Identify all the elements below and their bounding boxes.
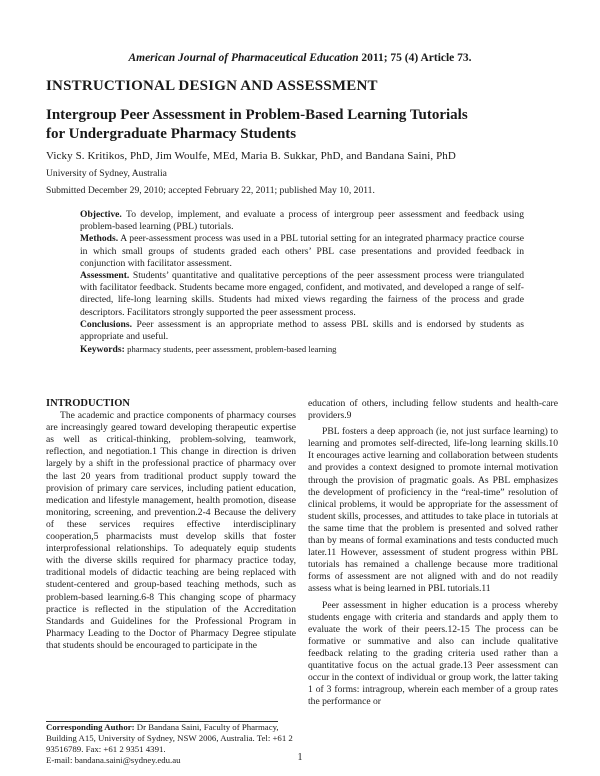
abstract-assessment-text: Students’ quantitative and qualitative perceptions of the peer assessment process were triangulated with facilitator feedback. Students became more engaged, confident, and motivated, and developed a range of self-directed, life-long learning skills. Students had mixed views regarding the fairness of the process and grade descriptors. Facilitators strongly supported the peer assessment process. xyxy=(80,270,524,318)
article-title xyxy=(46,106,566,144)
body-column-right xyxy=(308,398,558,708)
abstract xyxy=(80,209,524,356)
abstract-keywords xyxy=(80,343,524,356)
abstract-methods-text: A peer-assessment process was used in a PBL tutorial setting for an integrated pharmacy practice course in which small groups of students graded each others’ PBL case presentations and provided feedback in conjunction with facilitator assessment. xyxy=(80,233,525,269)
journal-name: American Journal of Pharmaceutical Education xyxy=(128,52,359,64)
abstract-objective-text: To develop, implement, and evaluate a process of intergroup peer assessment and feedback using problem-based learning (PBL) tutorials. xyxy=(80,209,524,233)
section-title: INSTRUCTIONAL DESIGN AND ASSESSMENT xyxy=(46,78,378,94)
corresponding-author-note xyxy=(46,722,296,766)
author-list: Vicky S. Kritikos, PhD, Jim Woulfe, MEd, Maria B. Sukkar, PhD, and Bandana Saini, PhD xyxy=(46,150,456,162)
article-title-line-1: Intergroup Peer Assessment in Problem-Based Learning Tutorials xyxy=(46,107,468,123)
corresponding-author-label: Corresponding Author: xyxy=(46,722,135,732)
publication-dates: Submitted December 29, 2010; accepted February 22, 2011; published May 10, 2011. xyxy=(46,185,375,196)
introduction-paragraph-1: The academic and practice components of pharmacy courses are increasingly geared toward developing therapeutic expertise as well as critical-thinking, problem-solving, teamwork, reflection, and negotiation.1 This change in direction is driven largely by a shift in the professional practice of pharmacy over the last 20 years from traditional product supply toward the provision of primary care services, including patient education, medication and lifestyle management, health promotion, disease monitoring, screening, and prevention.2-4 Because the delivery of these services requires effective interdisciplinary cooperation,5 pharmacists must develop skills that foster interprofessional relationships. To adequately equip students with the diverse skills required for pharmacy practice today, traditional models of didactic teaching are being replaced with student-centered and group-based teaching methods, such as problem-based learning.6-8 This changing scope of pharmacy practice is reflected in the stipulation of the Accreditation Standards and Guidelines for the Professional Program in Pharmacy Leading to the Doctor of Pharmacy Degree stipulate that students should be encouraged to participate in the xyxy=(46,410,296,651)
keywords-text: pharmacy students, peer assessment, problem-based learning xyxy=(127,344,337,355)
corresponding-author-email: E-mail: bandana.saini@sydney.edu.au xyxy=(46,755,181,765)
journal-header xyxy=(40,52,560,64)
introduction-paragraph-1-continued: education of others, including fellow students and health-care providers.9 xyxy=(308,398,558,422)
affiliation: University of Sydney, Australia xyxy=(46,168,167,179)
abstract-assessment-label: Assessment. xyxy=(80,270,130,282)
keywords-label: Keywords: xyxy=(80,344,125,356)
abstract-objective xyxy=(80,209,524,233)
journal-volume: 2011; 75 (4) Article 73. xyxy=(361,52,472,64)
abstract-methods xyxy=(80,233,524,270)
introduction-paragraph-2: PBL fosters a deep approach (ie, not just surface learning) to learning and promotes self-directed, life-long learning skills.10 It encourages active learning and collaboration between students and provides a context designed to promote internal motivation through the provision of pragmatic goals. As PBL emphasizes the development of proficiency in the “real-time” resolution of clinical problems, it would be appropriate for the assessment of student skills, processes, and attitudes to take place in tutorials at the same time that the problem is presented and solved rather than by means of formal examinations and tests conducted much later.11 However, assessment of student progress within PBL tutorials has remained a challenge because more traditional forms of assessment are not aligned with and do not readily assess what is being learned in PBL tutorials.11 xyxy=(308,426,558,595)
page-number: 1 xyxy=(297,752,303,763)
abstract-conclusions-text: Peer assessment is an appropriate method to assess PBL skills and is endorsed by students as appropriate and useful. xyxy=(80,318,524,343)
corresponding-author-text: Dr Bandana Saini, Faculty of Pharmacy, Building A15, University of Sydney, NSW 2006, Australia. Tel: +61 2 93516789. Fax: +61 2 9351 4391. xyxy=(46,722,293,754)
abstract-conclusions xyxy=(80,319,524,343)
abstract-methods-label: Methods. xyxy=(80,233,119,245)
article-title-line-2: for Undergraduate Pharmacy Students xyxy=(46,126,297,142)
corresponding-author-details xyxy=(46,722,296,755)
abstract-conclusions-label: Conclusions. xyxy=(80,318,132,330)
body-column-left xyxy=(46,398,296,652)
abstract-objective-label: Objective. xyxy=(80,209,122,220)
introduction-paragraph-3: Peer assessment in higher education is a process whereby students engage with criteria and standards and apply them to evaluate the work of their peers.12-15 The process can be formative or summative and also can include qualitative feedback relating to the grading criteria used rather than a quantitative focus on the actual grade.13 Peer assessment can occur in the context of individual or group work, the latter taking 1 of 3 forms: intragroup, wherein each member of a group rates the performance or xyxy=(308,599,558,708)
introduction-heading: INTRODUCTION xyxy=(46,398,131,409)
abstract-assessment xyxy=(80,270,524,319)
